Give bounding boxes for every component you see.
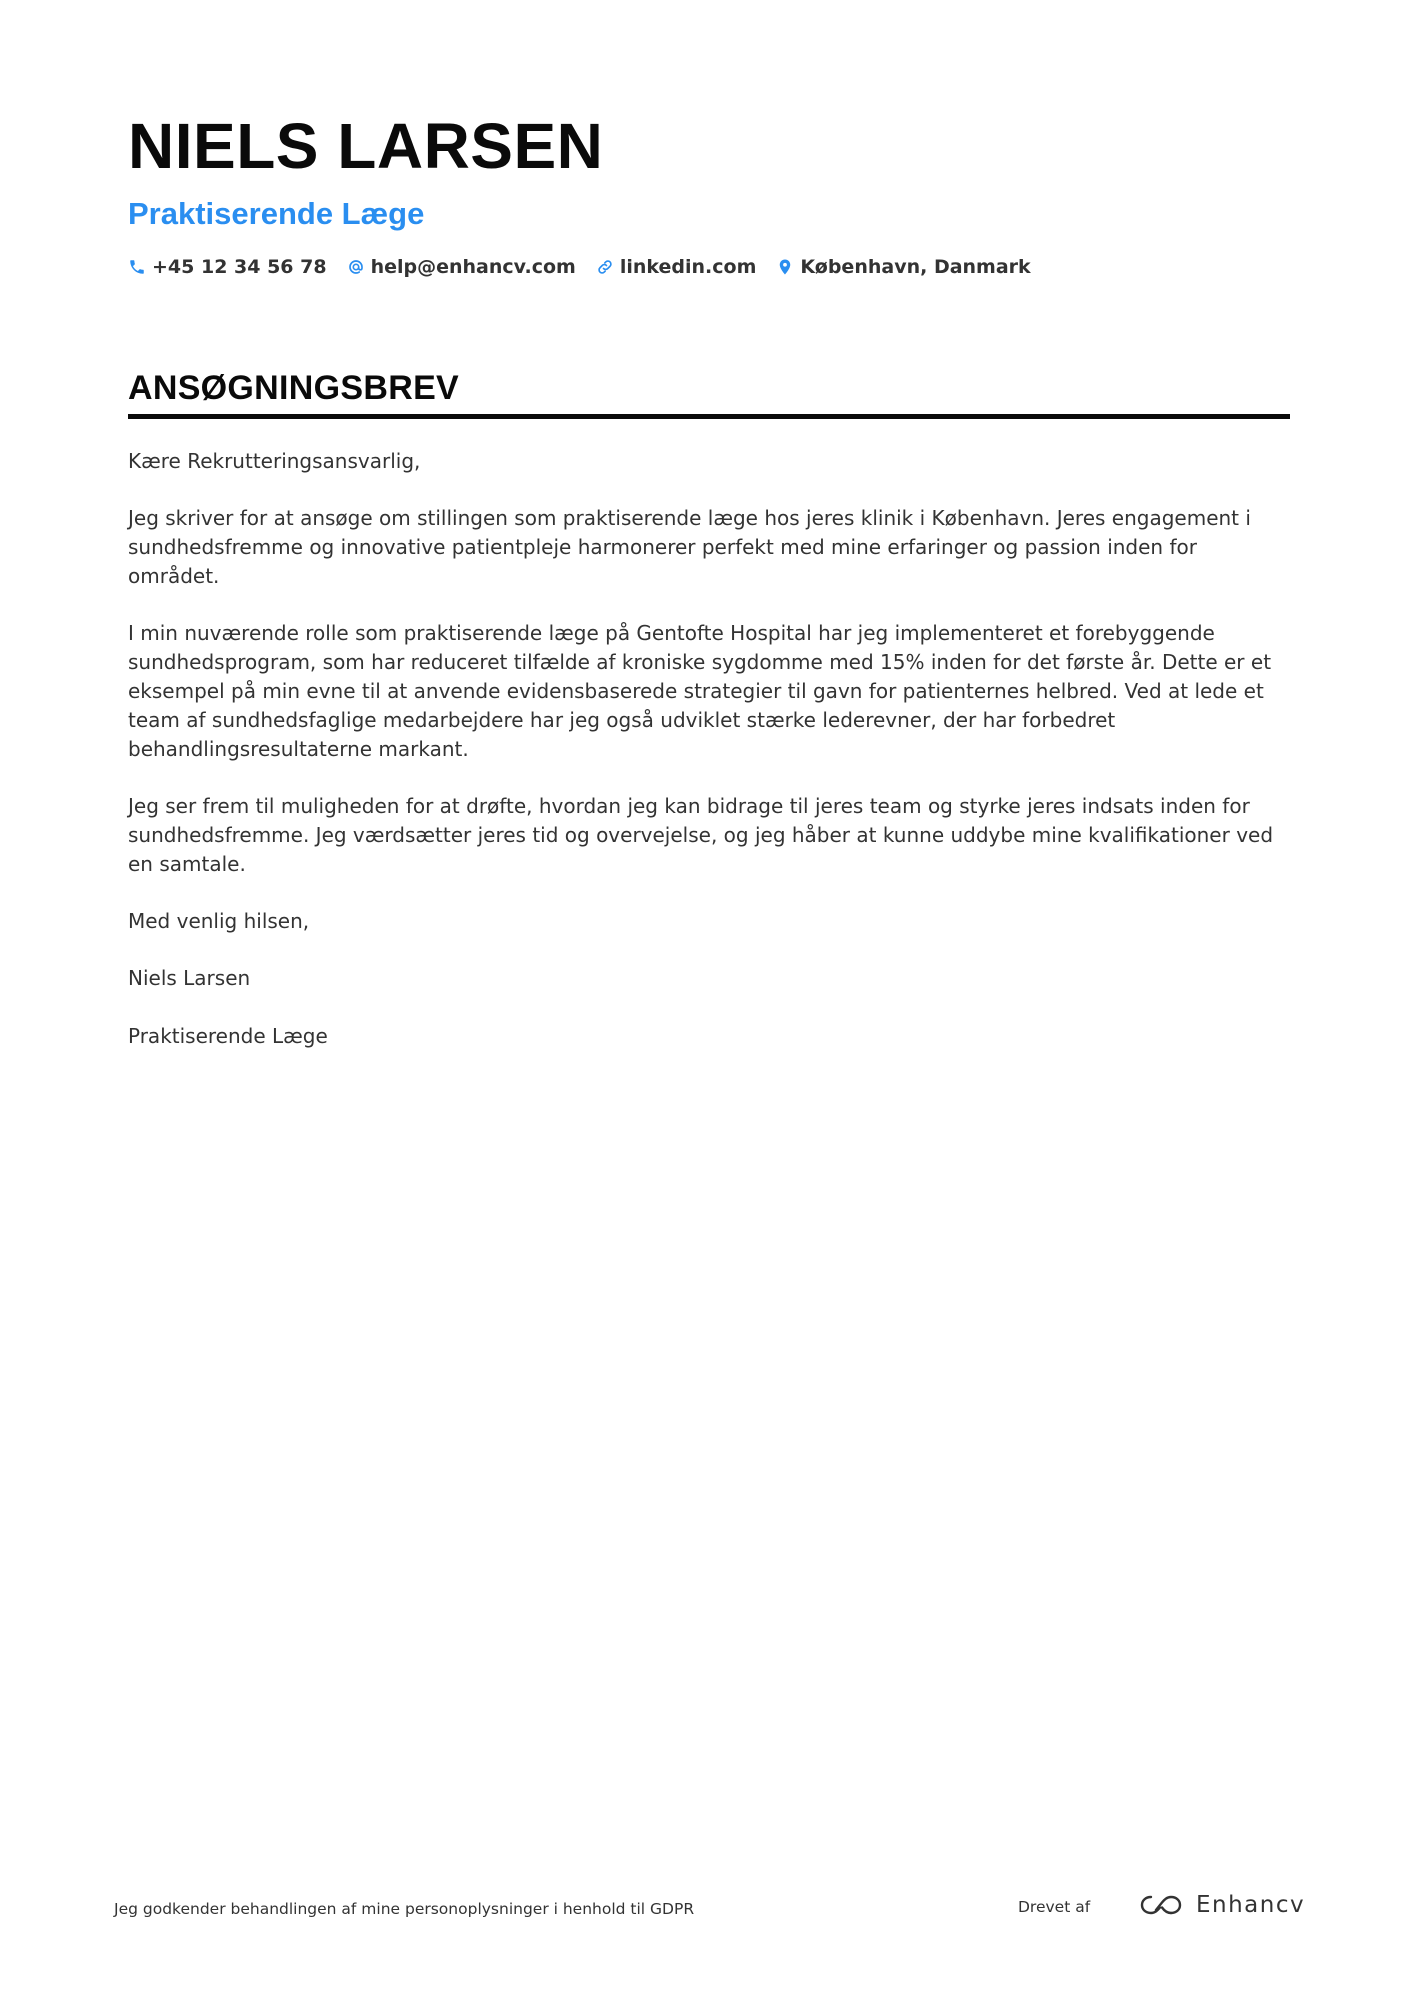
letter-paragraph-3: Jeg ser frem til muligheden for at drøfte, hvordan jeg kan bidrage til jeres team og styrke jeres indsats inden for sundhedsfremme. Jeg værdsætter jeres tid og overvejelse, og jeg håber at kunne uddybe mine kvalifikationer ved en samtale. [128, 793, 1274, 876]
letter-closing: Med venlig hilsen, [128, 908, 310, 933]
brand-logo[interactable] [1138, 1892, 1305, 1918]
powered-by-label: Drevet af [1018, 1898, 1091, 1916]
at-icon [347, 258, 365, 276]
job-title: Praktiserende Læge [128, 196, 425, 231]
section-divider [128, 414, 1290, 419]
cover-letter-section [128, 366, 1290, 1079]
section-heading: ANSØGNINGSBREV [128, 369, 460, 407]
letter-paragraph-2: I min nuværende rolle som praktiserende læge på Gentofte Hospital har jeg implementeret et forebyggende sundhedsprogram, som har reduceret tilfælde af kroniske sygdomme med 15% inden for det første år. Dette er et eksempel på min evne til at anvende evidensbaserede strategier til gavn for patienternes helbred. Ved at lede et team af sundhedsfaglige medarbejdere har jeg også udviklet stærke lederevner, der har forbedret behandlingsresultaterne markant. [128, 621, 1272, 761]
gdpr-consent-text: Jeg godkender behandlingen af mine personoplysninger i henhold til GDPR [114, 1900, 695, 1918]
brand-name: Enhancv [1196, 1892, 1306, 1918]
link-icon [596, 258, 614, 276]
signature-name: Niels Larsen [128, 966, 251, 991]
contact-bar [128, 256, 1288, 278]
contact-linkedin [596, 256, 757, 278]
page-footer [114, 1890, 1306, 1926]
candidate-name: NIELS LARSEN [128, 110, 604, 182]
contact-phone [128, 256, 327, 278]
contact-email-text[interactable]: help@enhancv.com [370, 256, 576, 278]
signature-title: Praktiserende Læge [128, 1023, 328, 1048]
resume-header [128, 108, 1288, 278]
contact-phone-text[interactable]: +45 12 34 56 78 [152, 256, 327, 278]
letter-body [128, 447, 1290, 1051]
contact-email [347, 256, 576, 278]
phone-icon [128, 258, 146, 276]
letter-paragraph-1: Jeg skriver for at ansøge om stillingen som praktiserende læge hos jeres klinik i København. Jeres engagement i sundhedsfremme og innovative patientpleje harmonerer perfekt med mine erfaringer og passion inden for området. [128, 506, 1251, 588]
contact-location-text: København, Danmark [800, 256, 1031, 278]
letter-greeting: Kære Rekrutteringsansvarlig, [128, 449, 421, 473]
contact-location [776, 256, 1030, 278]
enhancv-logo-icon [1138, 1892, 1184, 1918]
location-pin-icon [776, 258, 794, 276]
contact-linkedin-text[interactable]: linkedin.com [619, 256, 757, 278]
